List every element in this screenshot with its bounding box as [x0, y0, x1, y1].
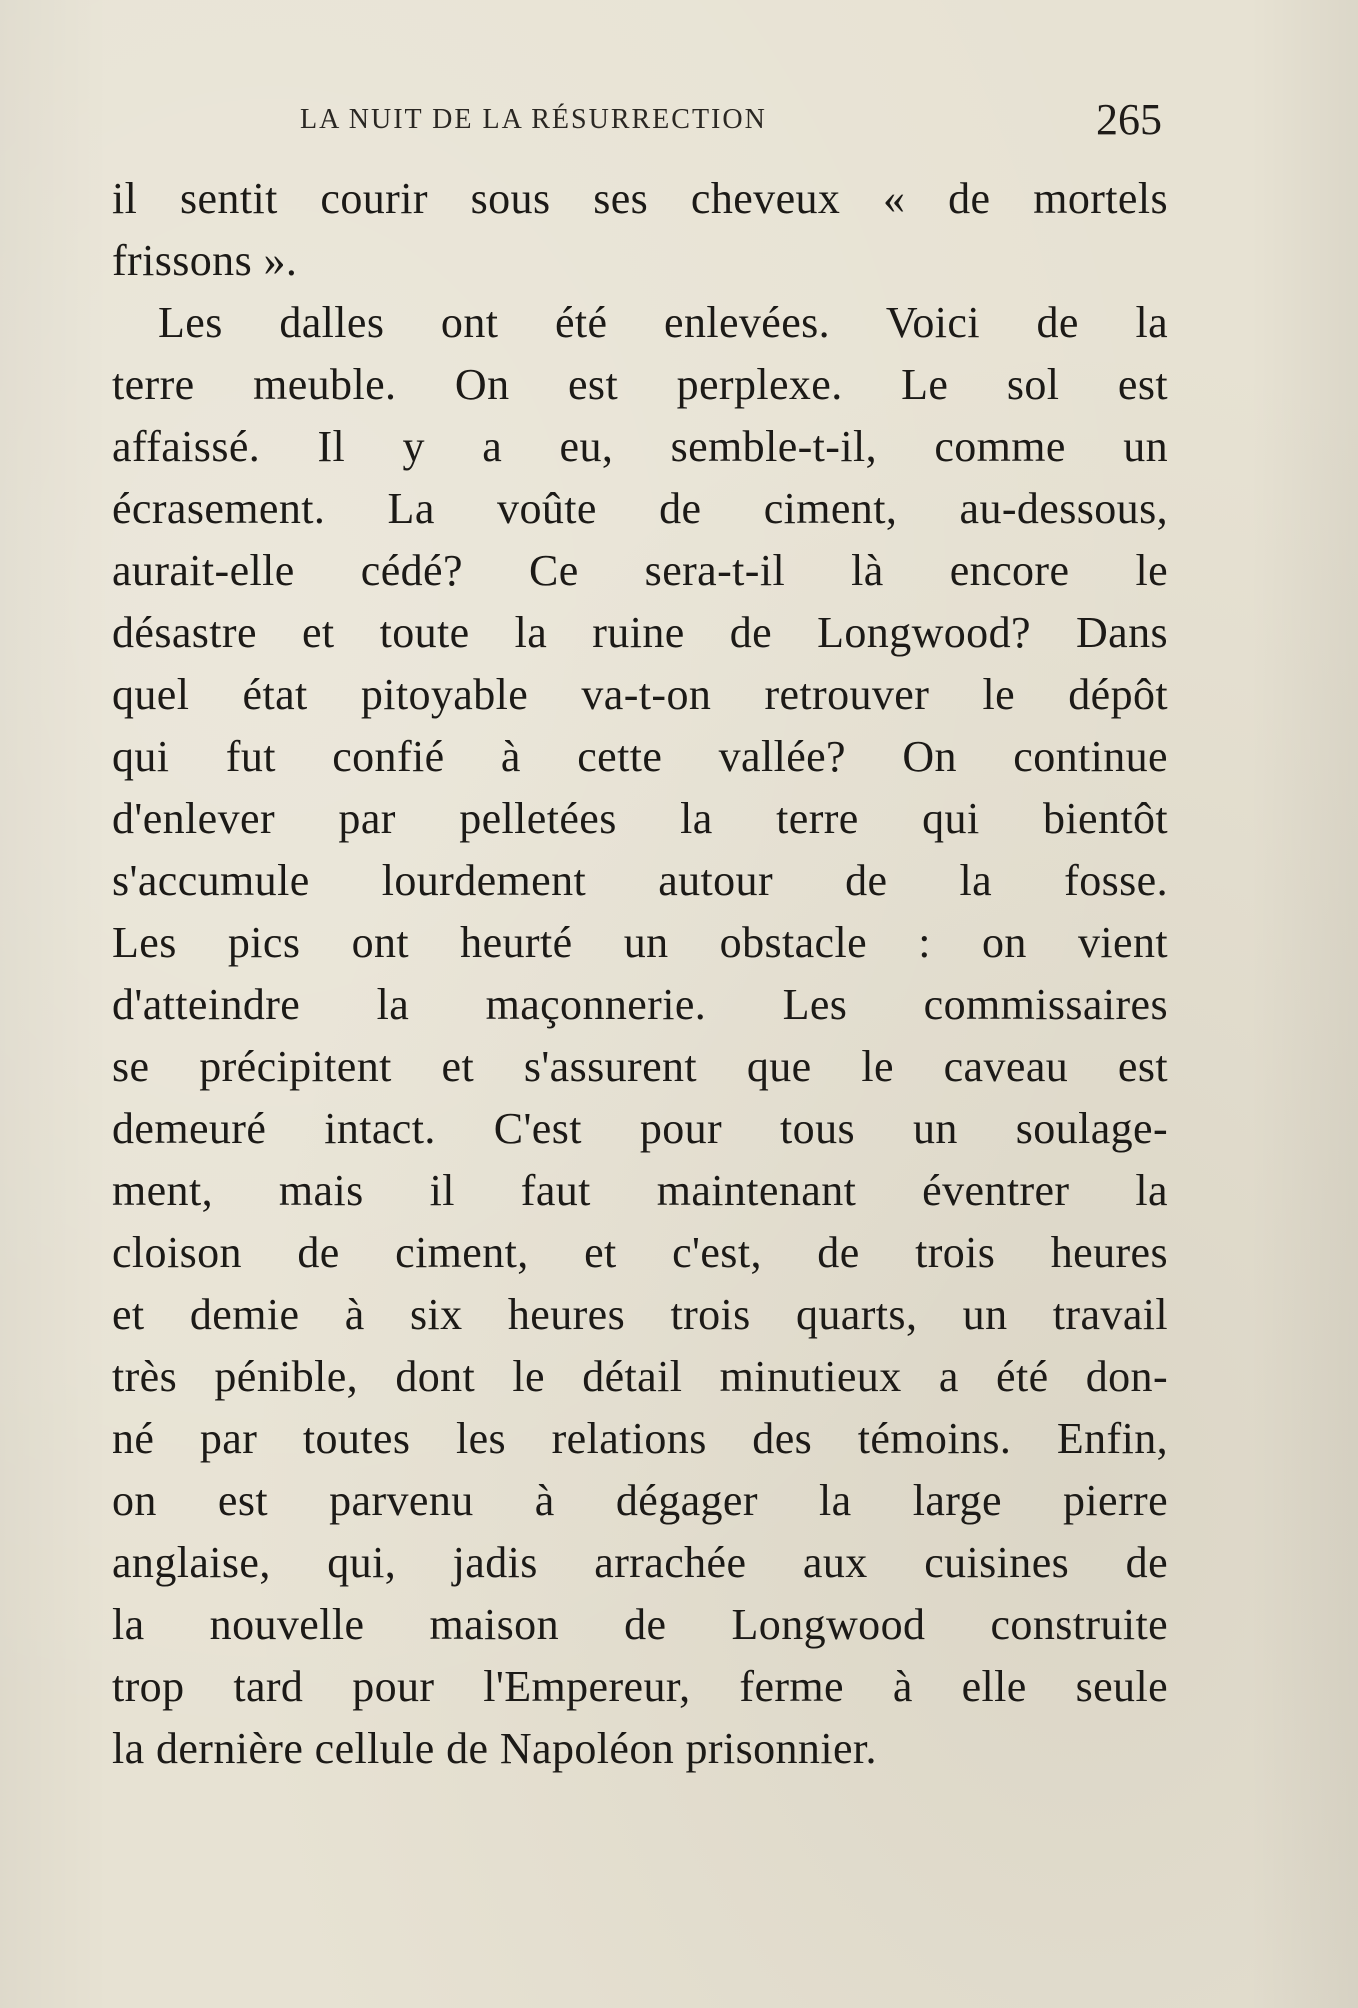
- text-line: Les pics ont heurté un obstacle : on vient: [112, 918, 1168, 967]
- text-line: écrasement. La voûte de ciment, au-dessous,: [112, 484, 1168, 533]
- text-line: affaissé. Il y a eu, semble-t-il, comme un: [112, 422, 1168, 471]
- text-line: d'atteindre la maçonnerie. Les commissaires: [112, 980, 1168, 1029]
- text-line: et demie à six heures trois quarts, un travail: [112, 1290, 1168, 1339]
- text-line: terre meuble. On est perplexe. Le sol est: [112, 360, 1168, 409]
- text-line: Les dalles ont été enlevées. Voici de la: [158, 298, 1168, 347]
- text-line: on est parvenu à dégager la large pierre: [112, 1476, 1168, 1525]
- text-line: frissons ».: [112, 236, 298, 285]
- text-line: d'enlever par pelletées la terre qui bientôt: [112, 794, 1168, 843]
- text-line: la dernière cellule de Napoléon prisonnier.: [112, 1724, 877, 1773]
- text-line: s'accumule lourdement autour de la fosse.: [112, 856, 1168, 905]
- running-head: [300, 95, 1162, 148]
- text-line: très pénible, dont le détail minutieux a été don-: [112, 1352, 1168, 1401]
- text-line: cloison de ciment, et c'est, de trois heures: [112, 1228, 1168, 1277]
- body-text: [112, 168, 1168, 1780]
- text-line: il sentit courir sous ses cheveux « de mortels: [112, 174, 1168, 223]
- text-line: se précipitent et s'assurent que le caveau est: [112, 1042, 1168, 1091]
- text-line: la nouvelle maison de Longwood construite: [112, 1600, 1168, 1649]
- text-line: quel état pitoyable va-t-on retrouver le dépôt: [112, 670, 1168, 719]
- text-line: ment, mais il faut maintenant éventrer la: [112, 1166, 1168, 1215]
- running-title: LA NUIT DE LA RÉSURRECTION: [300, 104, 767, 135]
- text-line: anglaise, qui, jadis arrachée aux cuisines de: [112, 1538, 1168, 1587]
- text-line: né par toutes les relations des témoins. Enfin,: [112, 1414, 1168, 1463]
- text-line: désastre et toute la ruine de Longwood? Dans: [112, 608, 1168, 657]
- page-number: 265: [1096, 95, 1162, 144]
- text-line: trop tard pour l'Empereur, ferme à elle seule: [112, 1662, 1168, 1711]
- text-line: qui fut confié à cette vallée? On continue: [112, 732, 1168, 781]
- text-line: aurait-elle cédé? Ce sera-t-il là encore le: [112, 546, 1168, 595]
- text-line: demeuré intact. C'est pour tous un soulage-: [112, 1104, 1168, 1153]
